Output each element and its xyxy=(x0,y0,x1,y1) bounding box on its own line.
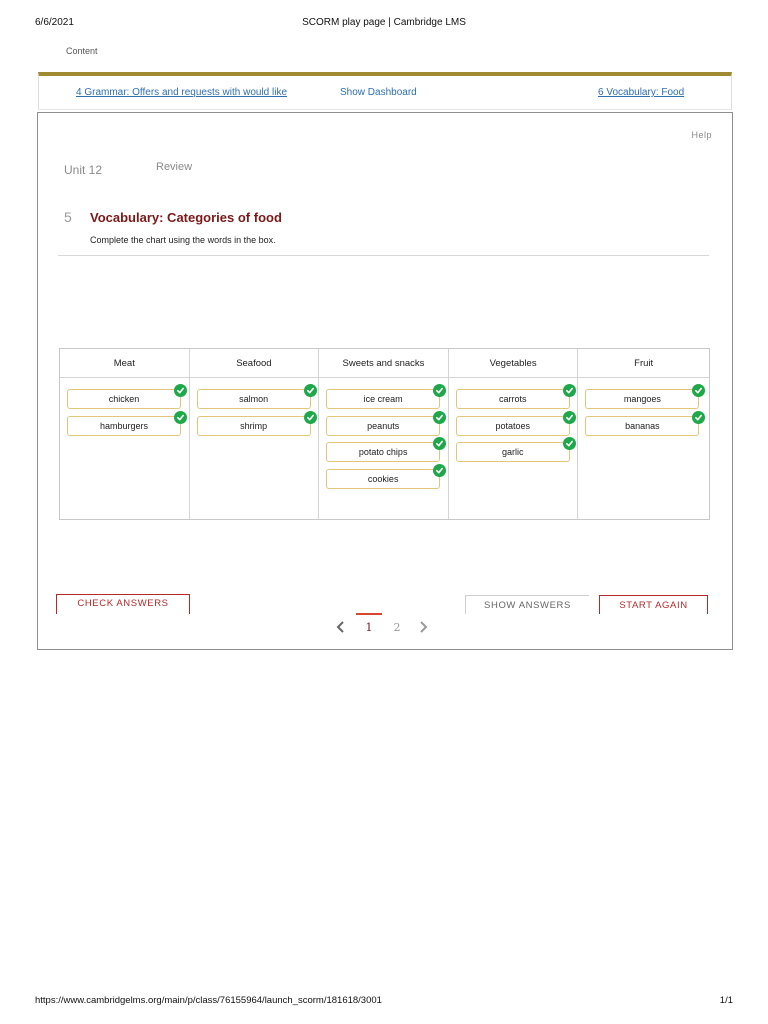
word-label: shrimp xyxy=(240,420,268,431)
correct-check-icon xyxy=(563,437,576,450)
word-label: ice cream xyxy=(363,394,403,404)
help-link[interactable]: Help xyxy=(691,130,712,140)
categories-chart xyxy=(59,348,710,520)
word-label: potatoes xyxy=(495,420,531,431)
exercise-instruction: Complete the chart using the words in the box. xyxy=(90,235,276,245)
word-tile[interactable] xyxy=(67,416,181,436)
activity-navigation xyxy=(38,72,732,110)
print-footer xyxy=(35,995,733,1009)
correct-check-icon xyxy=(433,411,446,424)
chart-column xyxy=(60,349,190,519)
correct-check-icon xyxy=(692,411,705,424)
unit-label: Unit 12 xyxy=(64,163,103,177)
chart-column xyxy=(578,349,709,519)
section-label: Review xyxy=(156,161,193,173)
word-label: bananas xyxy=(625,420,660,431)
print-page-number: 1/1 xyxy=(719,995,733,1006)
chevron-left-icon[interactable] xyxy=(334,619,348,635)
correct-check-icon xyxy=(433,437,446,450)
word-label: carrots xyxy=(499,394,527,404)
word-tile[interactable] xyxy=(67,389,181,409)
column-header: Seafood xyxy=(190,349,319,378)
correct-check-icon xyxy=(433,384,446,397)
divider xyxy=(58,255,709,256)
correct-check-icon xyxy=(174,411,187,424)
word-tile[interactable] xyxy=(326,389,440,409)
correct-check-icon xyxy=(174,384,187,397)
activity-frame xyxy=(37,112,733,650)
print-header xyxy=(35,17,733,31)
correct-check-icon xyxy=(692,384,705,397)
correct-check-icon xyxy=(563,384,576,397)
word-tile[interactable] xyxy=(456,389,570,409)
show-dashboard-link[interactable]: Show Dashboard xyxy=(340,87,417,98)
word-tile[interactable] xyxy=(326,416,440,436)
show-answers-button[interactable]: SHOW ANSWERS xyxy=(465,595,589,614)
next-activity-link[interactable]: 6 Vocabulary: Food xyxy=(598,87,685,98)
word-label: chicken xyxy=(108,394,140,404)
word-label: potato chips xyxy=(358,447,408,457)
word-tile[interactable] xyxy=(326,442,440,462)
word-label: mangoes xyxy=(623,394,661,404)
previous-activity-link[interactable]: 4 Grammar: Offers and requests with would like xyxy=(76,87,288,98)
word-label: hamburgers xyxy=(99,420,149,431)
start-again-button[interactable]: START AGAIN xyxy=(599,595,708,614)
print-date: 6/6/2021 xyxy=(35,17,74,28)
column-header: Sweets and snacks xyxy=(319,349,448,378)
correct-check-icon xyxy=(304,411,317,424)
chart-column xyxy=(319,349,449,519)
word-tile[interactable] xyxy=(197,416,311,436)
word-tile[interactable] xyxy=(456,442,570,462)
word-tile[interactable] xyxy=(585,416,699,436)
pagination xyxy=(328,613,438,643)
chevron-right-icon[interactable] xyxy=(416,619,430,635)
exercise-number: 5 xyxy=(64,209,72,225)
word-label: peanuts xyxy=(367,420,400,431)
print-page-title: SCORM play page | Cambridge LMS xyxy=(302,17,466,28)
page-1-button[interactable]: 1 xyxy=(356,613,382,643)
page-2-button[interactable]: 2 xyxy=(393,621,401,634)
word-label: garlic xyxy=(502,447,524,457)
column-header: Vegetables xyxy=(449,349,578,378)
correct-check-icon xyxy=(563,411,576,424)
word-tile[interactable] xyxy=(197,389,311,409)
print-url: https://www.cambridgelms.org/main/p/class/76155964/launch_scorm/181618/3001 xyxy=(35,995,382,1006)
content-label: Content xyxy=(66,46,98,56)
column-header: Fruit xyxy=(578,349,709,378)
word-label: cookies xyxy=(367,473,399,484)
word-tile[interactable] xyxy=(456,416,570,436)
column-header: Meat xyxy=(60,349,189,378)
correct-check-icon xyxy=(304,384,317,397)
chart-column xyxy=(190,349,320,519)
chart-column xyxy=(449,349,579,519)
word-tile[interactable] xyxy=(585,389,699,409)
check-answers-button[interactable]: CHECK ANSWERS xyxy=(56,594,190,614)
correct-check-icon xyxy=(433,464,446,477)
word-tile[interactable] xyxy=(326,469,440,489)
word-label: salmon xyxy=(239,394,269,404)
exercise-title: Vocabulary: Categories of food xyxy=(90,210,282,225)
